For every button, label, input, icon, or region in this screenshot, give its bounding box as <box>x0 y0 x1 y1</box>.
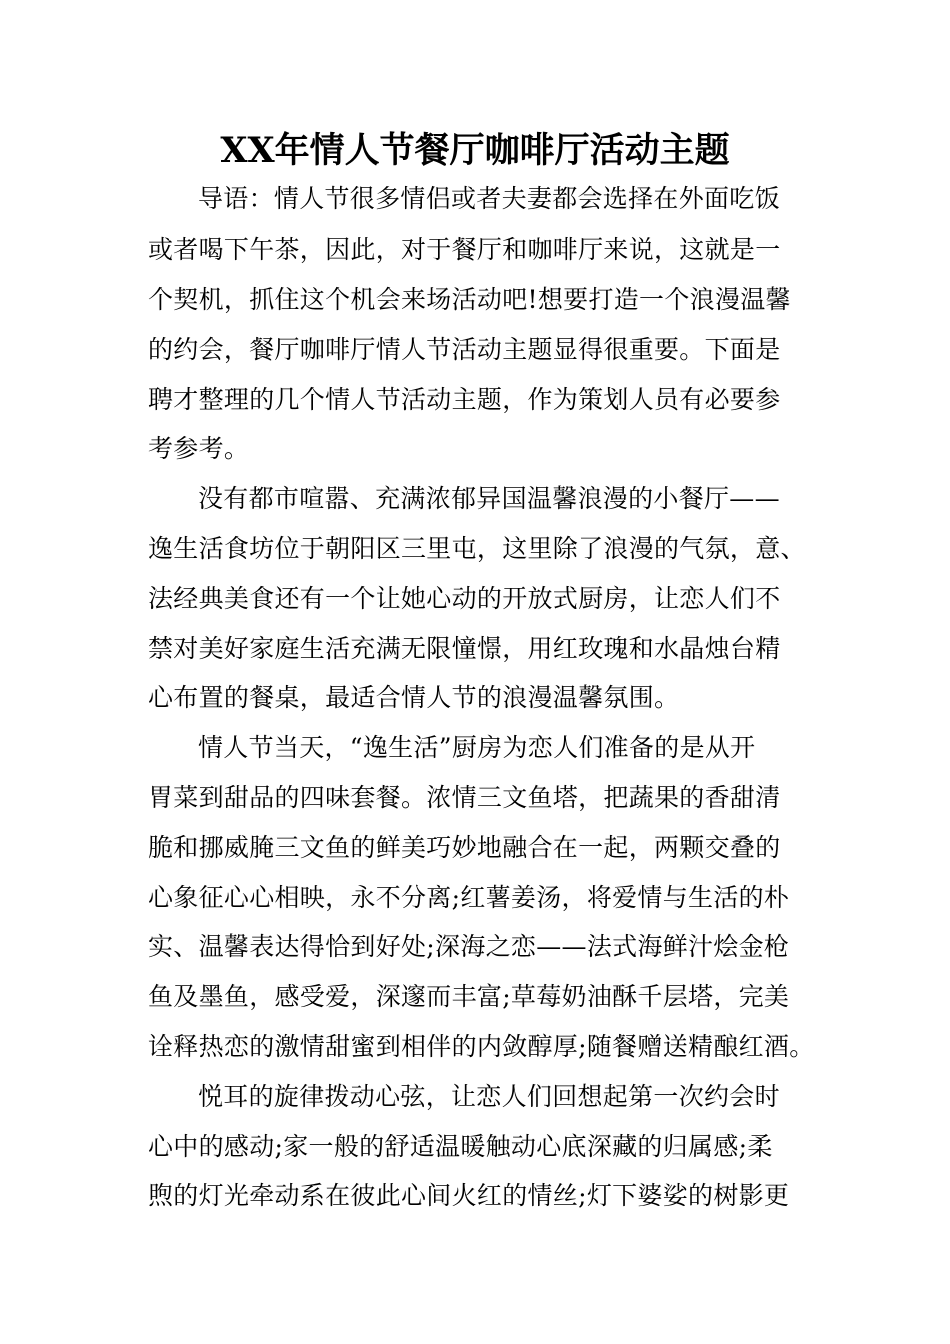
text-line: 悦耳的旋律拨动心弦，让恋人们回想起第一次约会时 <box>198 1082 780 1111</box>
text-line: 逸生活食坊位于朝阳区三里屯，这里除了浪漫的气氛，意、 <box>148 534 806 563</box>
text-line: 诠释热恋的激情甜蜜到相伴的内敛醇厚;随餐赠送精酿红酒。 <box>148 1032 815 1061</box>
text-line: 法经典美食还有一个让她心动的开放式厨房，让恋人们不 <box>148 584 781 613</box>
text-line: 心象征心心相映，永不分离;红薯姜汤，将爱情与生活的朴 <box>148 883 790 912</box>
text-line: 禁对美好家庭生活充满无限憧憬，用红玫瑰和水晶烛台精 <box>148 634 781 663</box>
text-line: 胃菜到甜品的四味套餐。浓情三文鱼塔，把蔬果的香甜清 <box>148 783 781 812</box>
text-line: 实、温馨表达得恰到好处;深海之恋——法式海鲜汁烩金枪 <box>148 932 790 961</box>
text-line: 脆和挪威腌三文鱼的鲜美巧妙地融合在一起，两颗交叠的 <box>148 833 781 862</box>
text-line: 的约会，餐厅咖啡厅情人节活动主题显得很重要。下面是 <box>148 335 781 364</box>
document-title: XX年情人节餐厅咖啡厅活动主题 <box>220 130 730 171</box>
text-line: 或者喝下午茶，因此，对于餐厅和咖啡厅来说，这就是一 <box>148 235 781 264</box>
text-line: 心中的感动;家一般的舒适温暖触动心底深藏的归属感;柔 <box>148 1132 773 1161</box>
text-line: 导语：情人节很多情侣或者夫妻都会选择在外面吃饭 <box>198 184 780 213</box>
text-line: 个契机，抓住这个机会来场活动吧!想要打造一个浪漫温馨 <box>148 285 791 314</box>
text-line: 心布置的餐桌，最适合情人节的浪漫温馨氛围。 <box>148 683 680 712</box>
text-line: 煦的灯光牵动系在彼此心间火红的情丝;灯下婆娑的树影更 <box>148 1181 790 1210</box>
text-line: 考参考。 <box>148 434 250 463</box>
text-line: 没有都市喧嚣、充满浓郁异国温馨浪漫的小餐厅—— <box>198 484 780 513</box>
text-line: 鱼及墨鱼，感受爱，深邃而丰富;草莓奶油酥千层塔，完美 <box>148 982 790 1011</box>
text-line: 情人节当天，“逸生活”厨房为恋人们准备的是从开 <box>198 733 756 762</box>
text-line: 聘才整理的几个情人节活动主题，作为策划人员有必要参 <box>148 385 781 414</box>
